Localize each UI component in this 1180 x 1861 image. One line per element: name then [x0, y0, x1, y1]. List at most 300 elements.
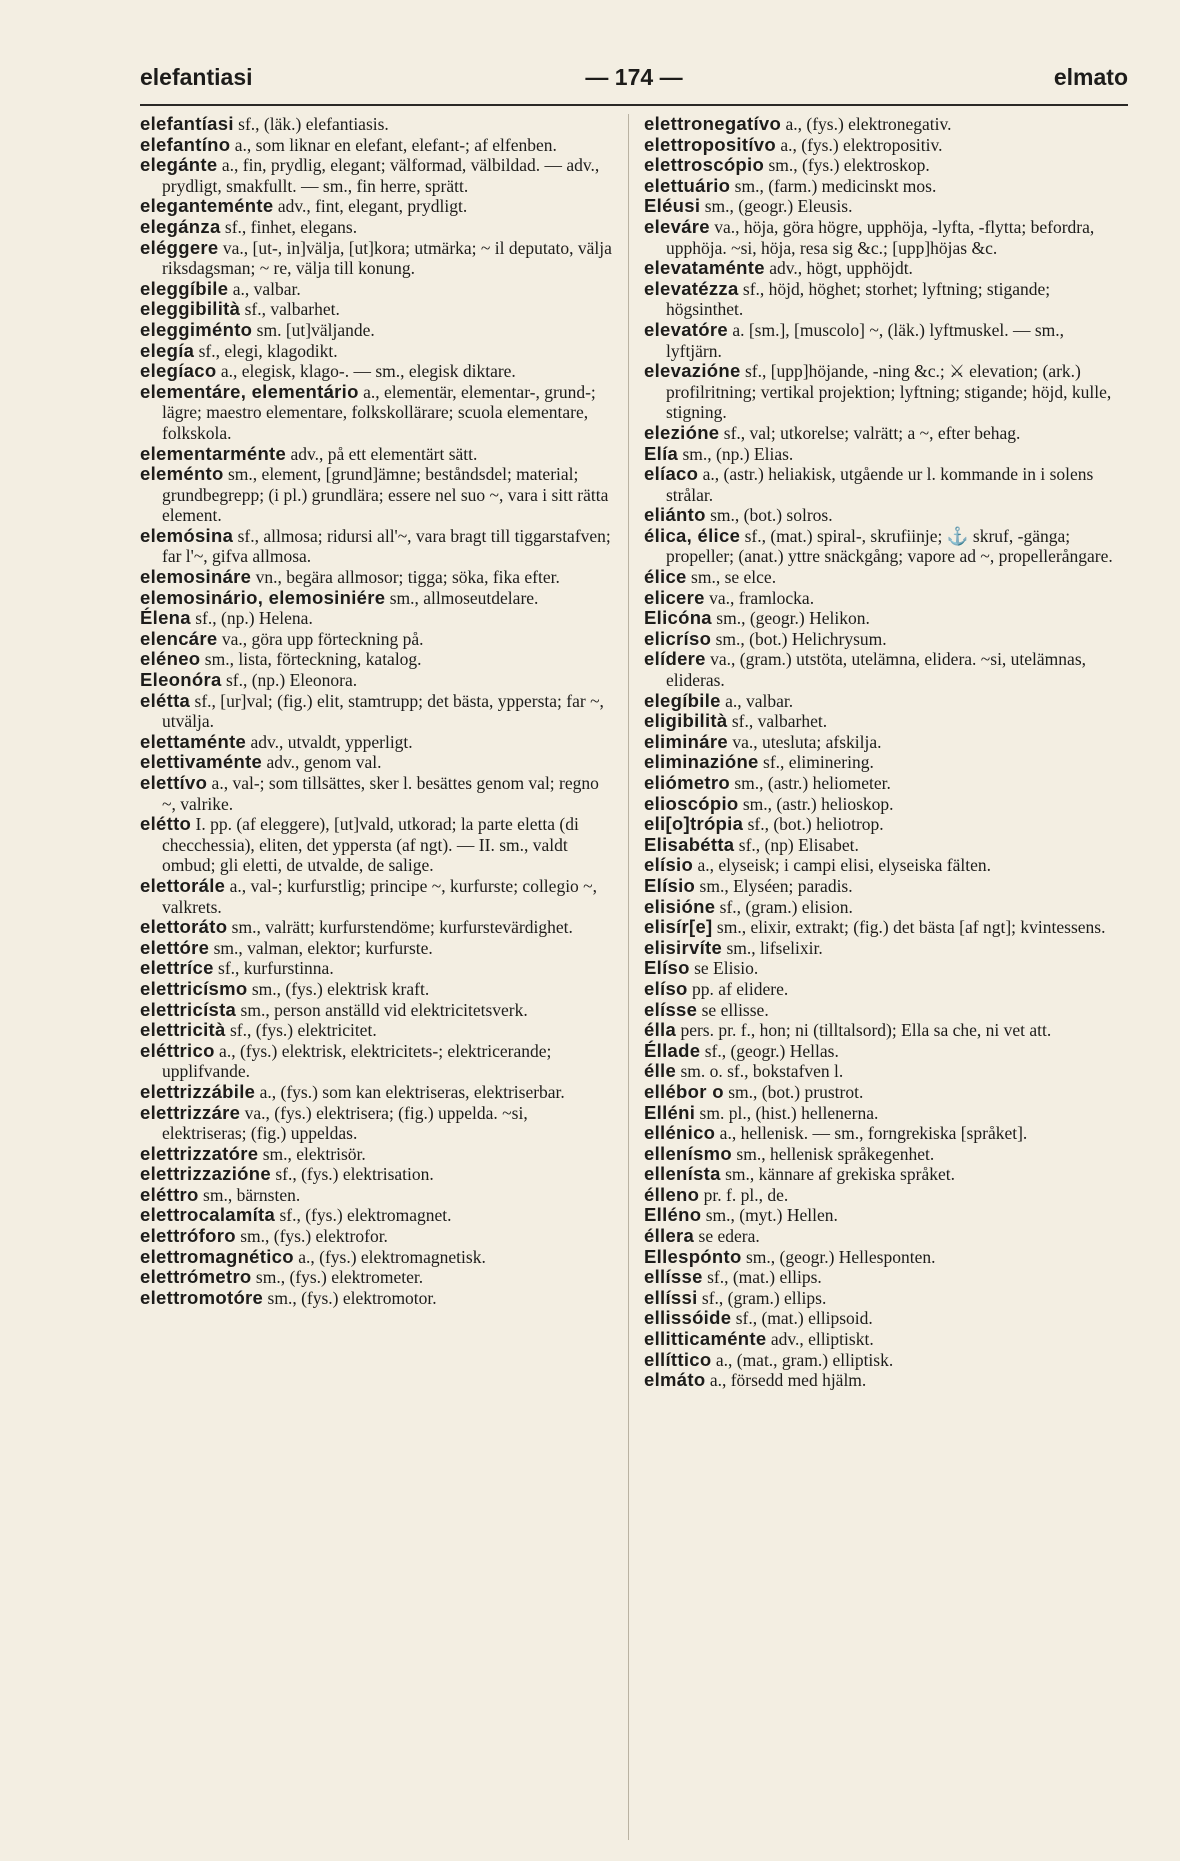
entry-definition: va., (fys.) elektrisera; (fig.) uppelda. ~si, elektriseras; (fig.) uppeldas.	[162, 1102, 528, 1144]
dictionary-entry	[644, 1288, 1120, 1309]
dictionary-entry	[644, 196, 1120, 217]
entry-headword: elevatóre	[644, 318, 728, 340]
entry-definition: pr. f. pl., de.	[699, 1184, 789, 1205]
entry-headword: eléneo	[140, 648, 201, 670]
entry-headword: éllera	[644, 1225, 695, 1247]
entry-definition: sf., (bot.) heliotrop.	[743, 814, 884, 835]
entry-headword: elettroscópio	[644, 154, 765, 176]
entry-headword: elettívo	[140, 772, 208, 793]
entry-definition: a., valbar.	[228, 278, 301, 299]
entry-headword: elevataménte	[644, 257, 765, 279]
dictionary-entry	[644, 794, 1120, 815]
dictionary-entry	[644, 567, 1120, 588]
entry-definition: sf., elegi, klagodikt.	[194, 340, 338, 361]
entry-definition: sf., (geogr.) Hellas.	[700, 1040, 839, 1061]
dictionary-entry	[644, 773, 1120, 794]
entry-headword: elettrizzazióne	[140, 1163, 271, 1185]
column-divider	[628, 114, 629, 1840]
dictionary-entry	[140, 1267, 616, 1288]
entry-definition: a., hellenisk. — sm., forngrekiska [språket].	[715, 1123, 1028, 1144]
dictionary-entry	[644, 217, 1120, 258]
entry-definition: adv., fint, elegant, prydligt.	[273, 196, 468, 217]
dictionary-entry	[644, 629, 1120, 650]
entry-headword: Elléni	[644, 1101, 696, 1123]
dictionary-entry	[644, 1350, 1120, 1371]
dictionary-entry	[644, 711, 1120, 732]
entry-definition: sf., valbarhet.	[240, 299, 340, 320]
entry-headword: elettuário	[644, 174, 731, 196]
entry-definition: sf., (np.) Eleonora.	[221, 670, 358, 691]
dictionary-entry	[644, 979, 1120, 1000]
entry-definition: sf., (fys.) elektricitet.	[225, 1020, 377, 1041]
dictionary-entry	[140, 608, 616, 629]
entry-headword: elicere	[644, 586, 705, 608]
entry-headword: Elíso	[644, 957, 690, 979]
entry-definition: sm., (fys.) elektrometer.	[251, 1267, 424, 1288]
entry-headword: elegánza	[140, 215, 221, 237]
entry-definition: sm., (farm.) medicinskt mos.	[730, 175, 937, 196]
entry-definition: a., (fys.) elektronegativ.	[781, 114, 952, 134]
header-last-word: elmato	[1053, 64, 1128, 90]
dictionary-entry	[644, 114, 1120, 135]
dictionary-entry	[140, 567, 616, 588]
entry-headword: elemósina	[140, 524, 234, 546]
entry-definition: sm., (fys.) elektrofor.	[235, 1226, 388, 1247]
dictionary-entry	[644, 1370, 1120, 1391]
entry-headword: élla	[644, 1019, 677, 1041]
dictionary-entry	[140, 1082, 616, 1103]
entry-headword: Eléusi	[644, 195, 701, 217]
entry-definition: se edera.	[694, 1226, 760, 1247]
entry-headword: elettróforo	[140, 1225, 236, 1247]
dictionary-entry	[140, 938, 616, 959]
dictionary-entry	[140, 464, 616, 526]
entry-definition: sm., (bot.) solros.	[705, 505, 833, 526]
entry-headword: elemosinário, elemosiniére	[140, 586, 386, 608]
entry-definition: sm., valrätt; kurfurstendöme; kurfurstevärdighet.	[227, 917, 573, 938]
entry-definition: a., val-; kurfurstlig; principe ~, kurfurste; collegio ~, valkrets.	[162, 875, 598, 917]
entry-definition: vn., begära allmosor; tigga; söka, fika efter.	[251, 567, 560, 588]
entry-headword: elettricísta	[140, 998, 237, 1020]
dictionary-entry	[644, 1185, 1120, 1206]
entry-headword: eliómetro	[644, 772, 730, 793]
entry-definition: sm., elektrisör.	[258, 1143, 366, 1164]
entry-definition: adv., elliptiskt.	[766, 1329, 874, 1350]
dictionary-entry	[644, 608, 1120, 629]
entry-headword: elioscópio	[644, 792, 739, 814]
dictionary-entry	[140, 114, 616, 135]
dictionary-entry	[140, 691, 616, 732]
entry-headword: ellíttico	[644, 1348, 712, 1370]
dictionary-entry	[140, 135, 616, 156]
entry-definition: sm., lista, förteckning, katalog.	[200, 649, 422, 670]
entry-definition: sf., (mat.) spiral-, skrufiinje; ⚓ skruf, -gänga; propeller; (anat.) yttre snäckgång; vapore ad ~, propellerångare.	[666, 525, 1113, 567]
entry-headword: elettorále	[140, 874, 226, 896]
dictionary-entry	[140, 917, 616, 938]
entry-headword: elmáto	[644, 1369, 706, 1391]
entry-definition: adv., utvaldt, ypperligt.	[246, 731, 413, 752]
entry-headword: Eleonóra	[140, 669, 222, 691]
entry-definition: sm., (np.) Elias.	[678, 443, 794, 464]
entry-headword: ellébor o	[644, 1080, 724, 1102]
entry-definition: sm. pl., (hist.) hellenerna.	[695, 1102, 879, 1123]
dictionary-entry	[140, 588, 616, 609]
dictionary-entry	[140, 979, 616, 1000]
entry-definition: a., elementär, elementar-, grund-; lägre; maestro elementare, folkskollärare; scuola elementare, folkskola.	[162, 381, 596, 443]
entry-definition: a., elegisk, klago-. — sm., elegisk diktare.	[216, 361, 516, 382]
entry-headword: elezióne	[644, 421, 720, 443]
entry-headword: ellenísta	[644, 1163, 721, 1185]
entry-headword: elettrizzáre	[140, 1101, 241, 1123]
entry-headword: elisióne	[644, 895, 716, 917]
left-column	[140, 114, 616, 1308]
entry-definition: sm., (fys.) elektroskop.	[764, 155, 930, 176]
entry-definition: sm., (fys.) elektromotor.	[263, 1287, 437, 1308]
dictionary-entry	[140, 1247, 616, 1268]
entry-definition: sm., (geogr.) Hellesponten.	[741, 1246, 936, 1267]
dictionary-entry	[140, 341, 616, 362]
dictionary-entry	[140, 752, 616, 773]
entry-headword: élica, élice	[644, 524, 741, 546]
entry-definition: se Elisio.	[689, 958, 759, 979]
entry-headword: eléggere	[140, 236, 219, 258]
dictionary-entry	[140, 361, 616, 382]
entry-headword: elevazióne	[644, 360, 741, 382]
entry-headword: elencáre	[140, 627, 218, 649]
header-rule	[140, 104, 1128, 106]
dictionary-entry	[644, 917, 1120, 938]
entry-definition: I. pp. (af eleggere), [ut]vald, utkorad; la parte eletta (di checchessia), eliten, det yppersta (af ngt). — II. sm., valdt ombud; gli eletti, de utvalde, de salige.	[162, 814, 579, 876]
entry-definition: sf., (mat.) ellipsoid.	[731, 1308, 873, 1329]
entry-headword: elettaménte	[140, 730, 247, 752]
entry-headword: eleváre	[644, 215, 710, 237]
entry-headword: Elía	[644, 442, 679, 464]
entry-headword: eleggíbile	[140, 277, 229, 299]
entry-definition: sm., (bot.) Helichrysum.	[711, 628, 887, 649]
entry-headword: elegánte	[140, 154, 218, 176]
entry-definition: se ellisse.	[697, 999, 769, 1020]
dictionary-entry	[140, 217, 616, 238]
entry-definition: sm., (myt.) Hellen.	[701, 1205, 838, 1226]
entry-definition: sf., (gram.) ellips.	[697, 1287, 827, 1308]
entry-headword: elemosináre	[140, 566, 252, 588]
entry-definition: va., [ut-, in]välja, [ut]kora; utmärka; ~ il deputato, välja riksdagsman; ~ re, välja till konung.	[162, 237, 612, 279]
entry-definition: sf., (np) Elisabet.	[734, 834, 859, 855]
entry-definition: a., (fys.) elektropositiv.	[775, 134, 943, 155]
dictionary-entry	[644, 1000, 1120, 1021]
dictionary-entry	[644, 1020, 1120, 1041]
entry-definition: sm., (fys.) elektrisk kraft.	[247, 978, 430, 999]
entry-headword: Éllade	[644, 1039, 701, 1061]
dictionary-entry	[140, 958, 616, 979]
entry-headword: elegía	[140, 339, 195, 361]
dictionary-entry	[140, 155, 616, 196]
entry-definition: a., som liknar en elefant, elefant-; af elfenben.	[230, 134, 557, 155]
entry-headword: elevatézza	[644, 277, 739, 299]
page-header	[140, 64, 1128, 104]
dictionary-entry	[644, 464, 1120, 505]
dictionary-entry	[140, 238, 616, 279]
dictionary-entry	[140, 279, 616, 300]
dictionary-entry	[644, 1164, 1120, 1185]
entry-definition: sf., (fys.) elektrisation.	[270, 1164, 434, 1185]
dictionary-entry	[140, 1144, 616, 1165]
entry-definition: adv., genom val.	[262, 752, 382, 773]
entry-headword: Elléno	[644, 1204, 702, 1226]
entry-definition: sm., (astr.) helioskop.	[738, 793, 894, 814]
entry-definition: a., (fys.) elektrisk, elektricitets-; elektricerande; upplifvande.	[162, 1040, 552, 1082]
entry-definition: sf., (läk.) elefantiasis.	[233, 114, 389, 134]
entry-definition: va., höja, göra högre, upphöja, -lyfta, -flytta; befordra, upphöja. ~si, höja, resa sig &c.; [upp]höjas &c.	[666, 216, 1095, 258]
entry-headword: elíso	[644, 977, 688, 999]
dictionary-entry	[140, 1205, 616, 1226]
entry-definition: sm. [ut]väljande.	[252, 319, 375, 340]
entry-definition: sm., element, [grund]ämne; beståndsdel; material; grundbegrepp; (i pl.) grundlära; essere nel suo ~, vara i sitt rätta element.	[162, 464, 609, 526]
entry-headword: elídere	[644, 648, 706, 670]
dictionary-entry	[644, 691, 1120, 712]
entry-definition: adv., på ett elementärt sätt.	[286, 443, 478, 464]
entry-definition: a., (fys.) elektromagnetisk.	[293, 1246, 486, 1267]
dictionary-entry	[140, 1103, 616, 1144]
entry-headword: ellenísmo	[644, 1142, 733, 1164]
entry-headword: ellísse	[644, 1266, 703, 1288]
entry-definition: sm. o. sf., bokstafven l.	[676, 1061, 844, 1082]
entry-definition: a., (fys.) som kan elektriseras, elektriserbar.	[255, 1081, 565, 1102]
entry-definition: a., fin, prydlig, elegant; välformad, välbildad. — adv., prydligt, smakfullt. — sm., fin herre, sprätt.	[162, 155, 600, 196]
dictionary-entry	[140, 1226, 616, 1247]
entry-headword: elettropositívo	[644, 133, 776, 155]
entry-headword: elefantíasi	[140, 113, 234, 134]
entry-headword: eléttro	[140, 1183, 199, 1205]
entry-headword: Ellespónto	[644, 1245, 742, 1267]
dictionary-entry	[644, 279, 1120, 320]
dictionary-entry	[644, 835, 1120, 856]
dictionary-entry	[140, 444, 616, 465]
entry-headword: elétta	[140, 689, 191, 711]
dictionary-entry	[644, 1205, 1120, 1226]
entry-headword: elettríce	[140, 957, 214, 979]
entry-headword: ellitticaménte	[644, 1328, 767, 1350]
entry-headword: elettóre	[140, 936, 210, 958]
dictionary-entry	[644, 135, 1120, 156]
dictionary-entry	[644, 505, 1120, 526]
dictionary-entry	[140, 732, 616, 753]
entry-definition: a., försedd med hjälm.	[705, 1370, 867, 1391]
entry-definition: sf., höjd, höghet; storhet; lyftning; stigande; högsinthet.	[666, 278, 1051, 320]
entry-definition: sm., allmoseutdelare.	[385, 587, 539, 608]
entry-headword: elimináre	[644, 730, 728, 752]
dictionary-entry	[644, 938, 1120, 959]
dictionary-entry	[644, 855, 1120, 876]
entry-headword: eliminazióne	[644, 751, 759, 773]
entry-definition: sm., se elce.	[686, 567, 777, 588]
dictionary-entry	[644, 1267, 1120, 1288]
entry-definition: va., utesluta; afskilja.	[727, 731, 882, 752]
entry-headword: elettricísmo	[140, 977, 248, 999]
entry-definition: sf., [ur]val; (fig.) elit, stamtrupp; det bästa, yppersta; far ~, utvälja.	[162, 690, 604, 732]
dictionary-entry	[140, 299, 616, 320]
dictionary-entry	[140, 773, 616, 814]
entry-definition: sf., (np.) Helena.	[190, 608, 313, 629]
entry-headword: élle	[644, 1060, 677, 1082]
dictionary-entry	[140, 814, 616, 876]
entry-headword: ellíssi	[644, 1286, 698, 1308]
entry-definition: adv., högt, upphöjdt.	[764, 258, 913, 279]
entry-headword: elettivaménte	[140, 751, 263, 773]
dictionary-entry	[140, 1020, 616, 1041]
entry-definition: sf., (gram.) elision.	[715, 896, 853, 917]
dictionary-entry	[644, 1247, 1120, 1268]
entry-definition: a., (mat., gram.) elliptisk.	[711, 1349, 894, 1370]
entry-headword: elegíaco	[140, 360, 217, 382]
dictionary-entry	[644, 588, 1120, 609]
entry-definition: sm., lifselixir.	[722, 937, 823, 958]
entry-definition: sf., allmosa; ridursi all'~, vara bragt till tiggarstafven; far l'~, gifva allmosa.	[162, 525, 611, 567]
dictionary-entry	[140, 1041, 616, 1082]
entry-headword: elementáre, elementário	[140, 380, 359, 402]
entry-definition: pp. af elidere.	[687, 978, 789, 999]
entry-definition: sm., valman, elektor; kurfurste.	[209, 937, 433, 958]
entry-headword: eleggibilità	[140, 298, 241, 320]
entry-headword: elettromotóre	[140, 1286, 264, 1308]
entry-definition: sf., (fys.) elektromagnet.	[275, 1205, 452, 1226]
entry-headword: eléttrico	[140, 1039, 215, 1061]
entry-headword: elegíbile	[644, 689, 721, 711]
entry-definition: sm., Elyséen; paradis.	[695, 875, 853, 896]
entry-definition: a., (astr.) heliakisk, utgående ur l. kommande in i solens strålar.	[666, 464, 1094, 505]
entry-definition: sm., elixir, extrakt; (fig.) det bästa [af ngt]; kvintessens.	[712, 917, 1106, 938]
entry-definition: sf., val; utkorelse; valrätt; a ~, efter behag.	[719, 422, 1021, 443]
entry-definition: sm., kännare af grekiska språket.	[720, 1164, 955, 1185]
dictionary-entry	[644, 876, 1120, 897]
entry-definition: a., val-; som tillsättes, sker l. besättes genom val; regno ~, valrike.	[162, 773, 599, 814]
entry-headword: Elísio	[644, 874, 696, 896]
entry-headword: elettricità	[140, 1019, 226, 1041]
dictionary-entry	[644, 1226, 1120, 1247]
entry-headword: ellissóide	[644, 1307, 732, 1329]
dictionary-entry	[644, 320, 1120, 361]
entry-headword: elettrizzábile	[140, 1080, 256, 1102]
dictionary-entry	[644, 649, 1120, 690]
dictionary-entry	[644, 897, 1120, 918]
entry-headword: eligibilità	[644, 710, 728, 732]
dictionary-entry	[644, 1103, 1120, 1124]
entry-headword: elettoráto	[140, 916, 228, 938]
entry-headword: elisír[e]	[644, 916, 713, 938]
entry-headword: elísse	[644, 998, 698, 1020]
dictionary-entry	[644, 1041, 1120, 1062]
entry-definition: sf., (mat.) ellips.	[702, 1267, 822, 1288]
dictionary-entry	[644, 1144, 1120, 1165]
entry-definition: sf., eliminering.	[758, 752, 874, 773]
entry-definition: va., göra upp förteckning på.	[217, 628, 424, 649]
entry-headword: Élena	[140, 607, 191, 629]
entry-definition: a., valbar.	[720, 690, 794, 711]
dictionary-entry	[140, 320, 616, 341]
entry-headword: élleno	[644, 1183, 700, 1205]
entry-headword: elettrizzatóre	[140, 1142, 259, 1164]
dictionary-entry	[644, 814, 1120, 835]
entry-definition: sm., (astr.) heliometer.	[729, 773, 891, 793]
entry-headword: eleménto	[140, 463, 224, 485]
entry-definition: va., (gram.) utstöta, utelämna, elidera. ~si, utelämnas, elideras.	[666, 649, 1086, 691]
entry-definition: sm., (geogr.) Helikon.	[711, 608, 870, 629]
entry-headword: elettrocalamíta	[140, 1204, 276, 1226]
entry-headword: elefantíno	[140, 133, 231, 155]
entry-headword: Elicóna	[644, 607, 712, 629]
dictionary-entry	[644, 258, 1120, 279]
entry-headword: elísio	[644, 854, 694, 876]
dictionary-entry	[644, 361, 1120, 423]
dictionary-entry	[140, 382, 616, 444]
dictionary-entry	[644, 1329, 1120, 1350]
dictionary-entry	[644, 752, 1120, 773]
dictionary-entry	[644, 423, 1120, 444]
dictionary-entry	[140, 1288, 616, 1309]
right-column	[644, 114, 1120, 1391]
entry-definition: sf., kurfurstinna.	[213, 958, 334, 979]
entry-headword: ellénico	[644, 1122, 716, 1144]
entry-headword: eleggiménto	[140, 318, 253, 340]
entry-headword: elisirvíte	[644, 936, 723, 958]
entry-definition: sf., [upp]höjande, -ning &c.; ⚔ elevation; (ark.) profilritning; vertikal projektion; lyftning; stigande; höjd, kulle, stigning.	[666, 361, 1112, 423]
entry-headword: elettromagnético	[140, 1245, 294, 1267]
dictionary-entry	[644, 176, 1120, 197]
entry-definition: va., framlocka.	[704, 587, 815, 608]
dictionary-entry	[140, 876, 616, 917]
dictionary-entry	[140, 1000, 616, 1021]
entry-headword: Elisabétta	[644, 833, 735, 855]
dictionary-entry	[140, 649, 616, 670]
dictionary-entry	[644, 155, 1120, 176]
entry-definition: a. [sm.], [muscolo] ~, (läk.) lyftmuskel. — sm., lyftjärn.	[666, 319, 1065, 361]
dictionary-entry	[140, 629, 616, 650]
entry-headword: elementarménte	[140, 442, 287, 464]
entry-headword: eliánto	[644, 504, 706, 526]
header-first-word: elefantiasi	[140, 64, 253, 90]
dictionary-entry	[140, 526, 616, 567]
page-number: — 174 —	[585, 64, 683, 90]
dictionary-entry	[644, 444, 1120, 465]
entry-definition: a., elyseisk; i campi elisi, elyseiska fälten.	[693, 855, 992, 876]
entry-definition: sm., (geogr.) Eleusis.	[700, 196, 853, 217]
dictionary-entry	[644, 1061, 1120, 1082]
dictionary-entry	[644, 958, 1120, 979]
entry-headword: élice	[644, 566, 687, 588]
dictionary-entry	[644, 1308, 1120, 1329]
entry-definition: pers. pr. f., hon; ni (tilltalsord); Ella sa che, ni vet att.	[676, 1020, 1052, 1041]
entry-definition: sm., bärnsten.	[198, 1184, 301, 1205]
entry-headword: elicríso	[644, 627, 712, 649]
entry-headword: eleganteménte	[140, 195, 274, 217]
entry-headword: eli[o]trópia	[644, 813, 744, 835]
dictionary-entry	[140, 1185, 616, 1206]
dictionary-entry	[644, 526, 1120, 567]
dictionary-entry	[140, 670, 616, 691]
dictionary-entry	[644, 732, 1120, 753]
dictionary-entry	[140, 1164, 616, 1185]
dictionary-entry	[644, 1123, 1120, 1144]
entry-headword: elettronegatívo	[644, 113, 782, 134]
entry-definition: sf., valbarhet.	[727, 711, 828, 732]
entry-headword: elétto	[140, 813, 192, 835]
entry-definition: sm., hellenisk språkegenhet.	[732, 1143, 935, 1164]
entry-definition: sm., (bot.) prustrot.	[723, 1081, 864, 1102]
entry-headword: elettrómetro	[140, 1266, 252, 1288]
entry-definition: sf., finhet, elegans.	[220, 216, 358, 237]
entry-definition: sm., person anställd vid elektricitetsverk.	[236, 999, 528, 1020]
entry-headword: elíaco	[644, 463, 699, 485]
